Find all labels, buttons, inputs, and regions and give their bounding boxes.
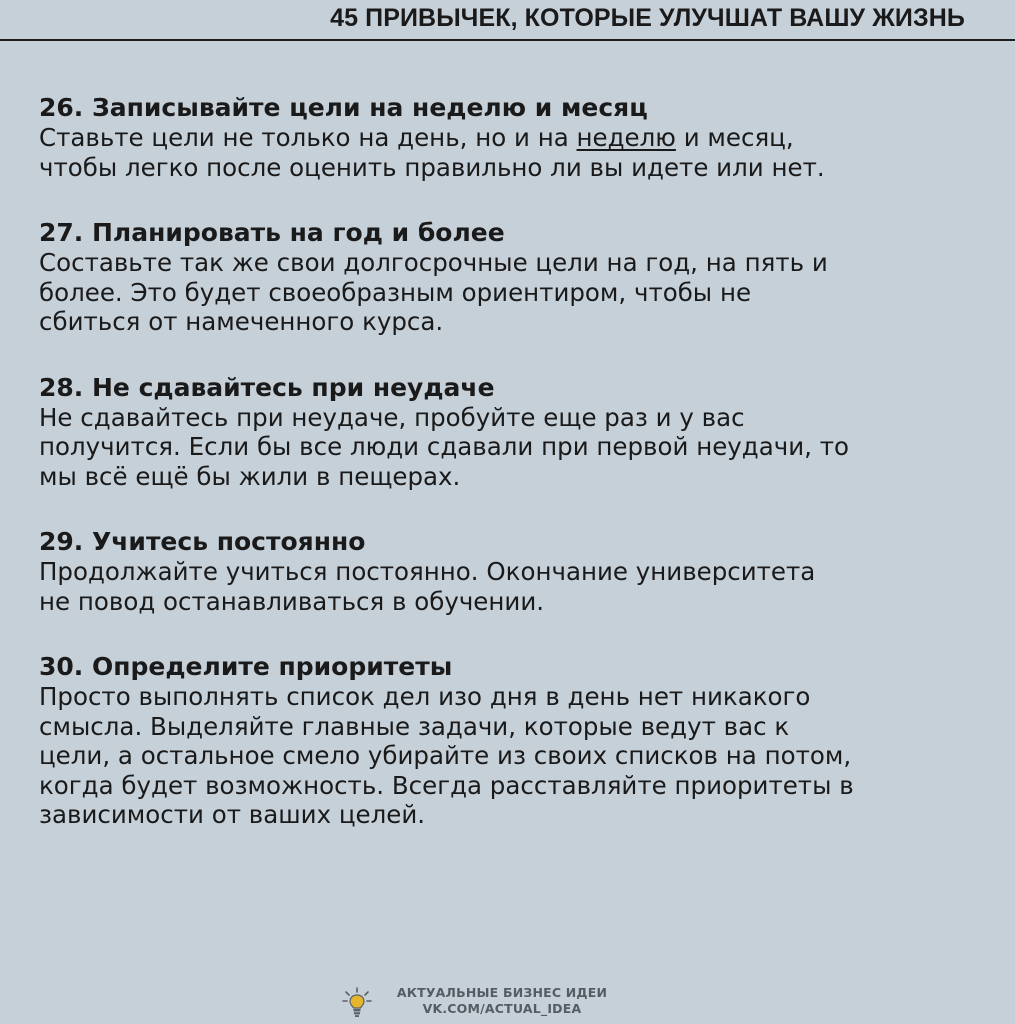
underlined-word: неделю: [576, 123, 676, 152]
page-header: [0, 0, 1015, 42]
habit-text-line: когда будет возможность. Всегда расставляйте приоритеты в: [39, 770, 854, 800]
footer-brand-name: АКТУАЛЬНЫЕ БИЗНЕС ИДЕИ: [396, 985, 608, 1000]
lightbulb-icon: [342, 987, 372, 1019]
habit-description: [39, 557, 989, 616]
habit-title: 26. Записывайте цели на неделю и месяц: [39, 93, 648, 122]
habit-text-line: Просто выполнять список дел изо дня в день нет никакого: [39, 682, 811, 711]
page-title: 45 ПРИВЫЧЕК, КОТОРЫЕ УЛУЧШАТ ВАШУ ЖИЗНЬ: [330, 4, 965, 32]
habit-title: 27. Планировать на год и более: [39, 218, 505, 247]
habit-text-line: Продолжайте учиться постоянно. Окончание университета: [39, 557, 816, 586]
footer-url[interactable]: VK.COM/ACTUAL_IDEA: [422, 1001, 582, 1016]
header-divider: [0, 39, 1015, 41]
habit-text-line: Составьте так же свои долгосрочные цели на год, на пять и: [39, 248, 828, 277]
habits-list: [39, 93, 989, 866]
habit-text-fragment: и месяц,: [675, 123, 794, 152]
habit-item-30: [39, 652, 989, 830]
habit-title: 28. Не сдавайтесь при неудаче: [39, 372, 495, 402]
habit-text-line: цели, а остальное смело убирайте из своих списков на потом,: [39, 741, 852, 770]
habit-item-26: [39, 93, 989, 182]
habit-title: 30. Определите приоритеты: [39, 652, 453, 681]
habit-description: [39, 682, 989, 830]
habit-text-line: более. Это будет своеобразным ориентиром, чтобы не: [39, 277, 752, 307]
habit-item-27: [39, 218, 989, 337]
habit-item-29: [39, 527, 989, 616]
footer-text: [374, 985, 630, 1017]
habit-description: [39, 123, 989, 182]
habit-text-line: получится. Если бы все люди сдавали при первой неудачи, то: [39, 432, 849, 461]
habit-item-28: [39, 373, 989, 492]
habit-text-line: чтобы легко после оценить правильно ли вы идете или нет.: [39, 152, 825, 182]
habit-text-line: мы всё ещё бы жили в пещерах.: [39, 461, 461, 491]
habit-text-line: [39, 123, 989, 153]
habit-text-line: смысла. Выделяйте главные задачи, которые ведут вас к: [39, 711, 790, 741]
habit-text-line: не повод останавливаться в обучении.: [39, 586, 545, 616]
habit-text-line: Не сдавайтесь при неудаче, пробуйте еще раз и у вас: [39, 402, 745, 432]
habit-description: [39, 403, 989, 492]
habit-text-line: сбиться от намеченного курса.: [39, 307, 444, 336]
habit-description: [39, 248, 989, 337]
habit-text-fragment: Ставьте цели не только на день, но и на: [39, 123, 577, 152]
habit-text-line: зависимости от ваших целей.: [39, 800, 426, 829]
footer-brand: [342, 985, 642, 1021]
habit-title: 29. Учитесь постоянно: [39, 527, 366, 556]
